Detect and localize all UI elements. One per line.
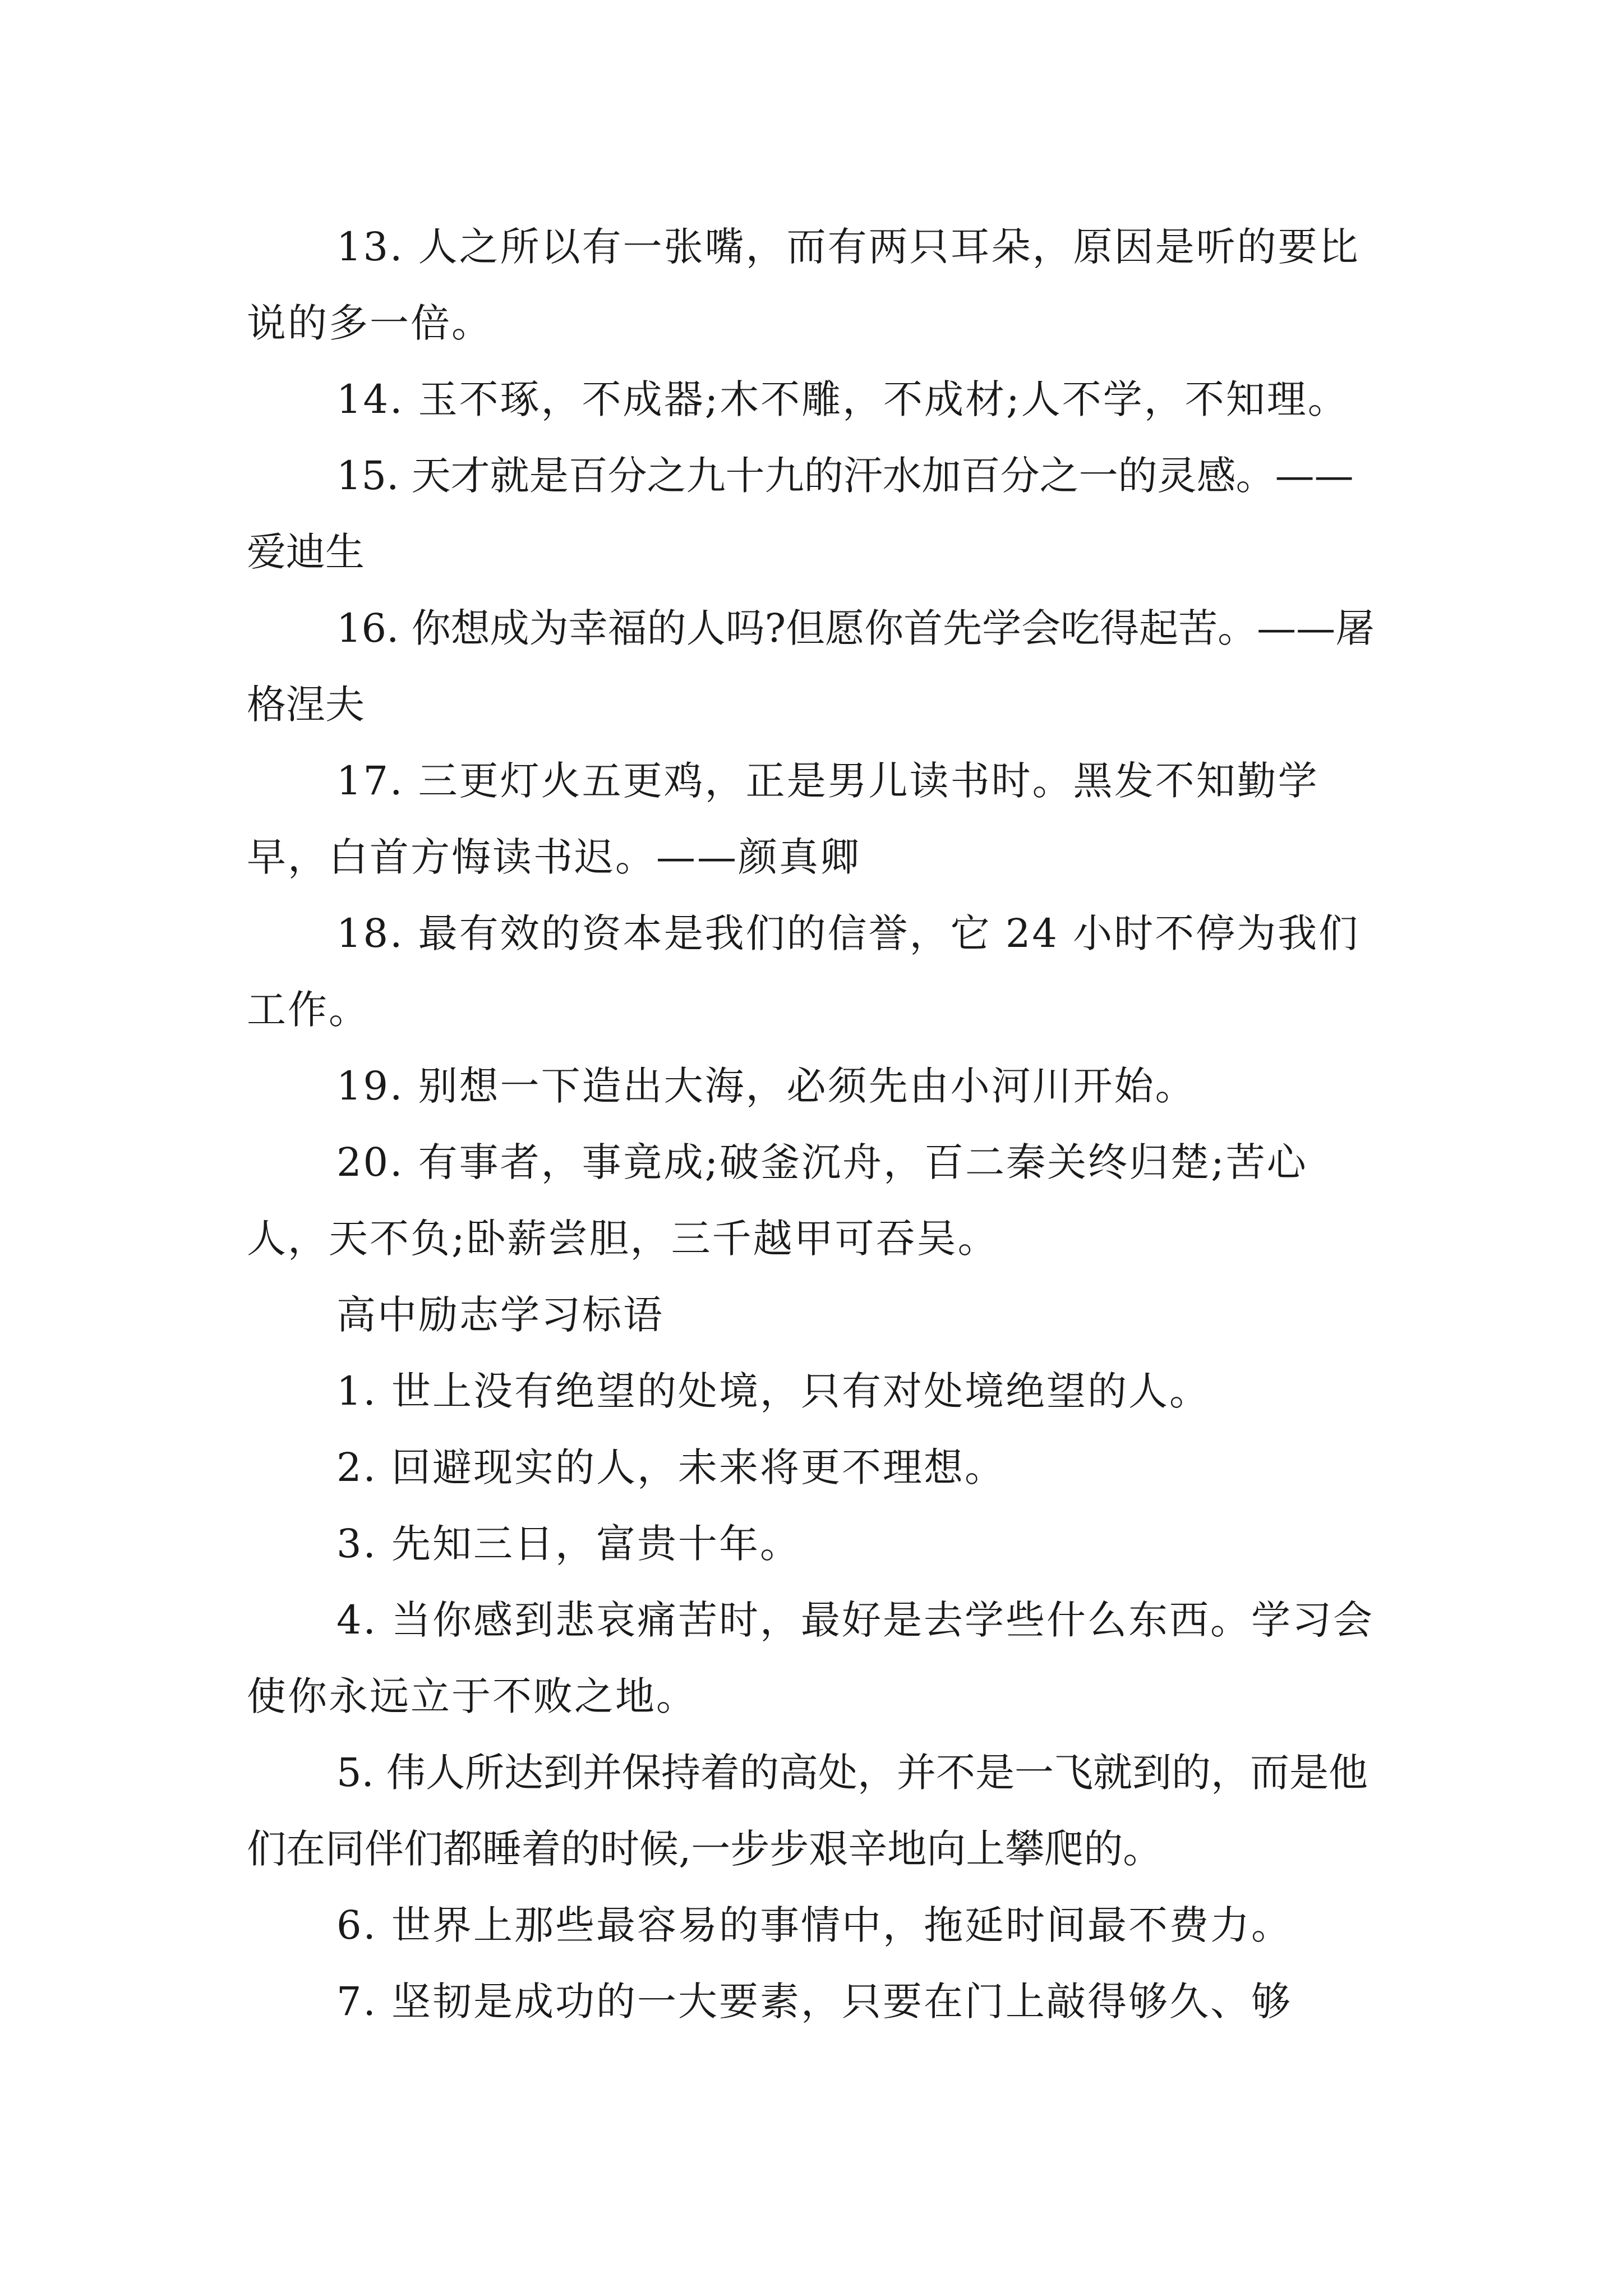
quote-15: 15. 天才就是百分之九十九的汗水加百分之一的灵感。——爱迪生 <box>247 453 1354 575</box>
document-body <box>247 209 1380 2040</box>
slogan-1: 1. 世上没有绝望的处境，只有对处境绝望的人。 <box>336 1368 1211 1414</box>
quote-17: 17. 三更灯火五更鸡，正是男儿读书时。黑发不知勤学早，白首方悔读书迟。——颜真卿 <box>247 758 1319 880</box>
quote-14: 14. 玉不琢，不成器;木不雕，不成材;人不学，不知理。 <box>336 376 1349 422</box>
quote-16: 16. 你想成为幸福的人吗?但愿你首先学会吃得起苦。——屠格涅夫 <box>247 605 1375 728</box>
slogan-6: 6. 世界上那些最容易的事情中，拖延时间最不费力。 <box>336 1902 1293 1948</box>
slogan-7: 7. 坚韧是成功的一大要素，只要在门上敲得够久、够 <box>336 1978 1293 2024</box>
slogan-3: 3. 先知三日，富贵十年。 <box>336 1521 801 1567</box>
slogan-4: 4. 当你感到悲哀痛苦时，最好是去学些什么东西。学习会使你永远立于不败之地。 <box>247 1597 1375 1719</box>
quote-20: 20. 有事者，事竟成;破釜沉舟，百二秦关终归楚;苦心人，天不负;卧薪尝胆，三千越甲可吞吴。 <box>247 1139 1308 1262</box>
quote-19: 19. 别想一下造出大海，必须先由小河川开始。 <box>336 1063 1196 1109</box>
section-heading: 高中励志学习标语 <box>336 1292 664 1338</box>
slogan-2: 2. 回避现实的人，未来将更不理想。 <box>336 1444 1006 1490</box>
quote-18: 18. 最有效的资本是我们的信誉，它 24 小时不停为我们工作。 <box>247 910 1360 1033</box>
slogan-5: 5. 伟人所达到并保持着的高处，并不是一飞就到的，而是他们在同伴们都睡着的时候,一步步艰辛地向上攀爬的。 <box>247 1750 1368 1872</box>
quote-13: 13. 人之所以有一张嘴，而有两只耳朵，原因是听的要比说的多一倍。 <box>247 224 1360 346</box>
